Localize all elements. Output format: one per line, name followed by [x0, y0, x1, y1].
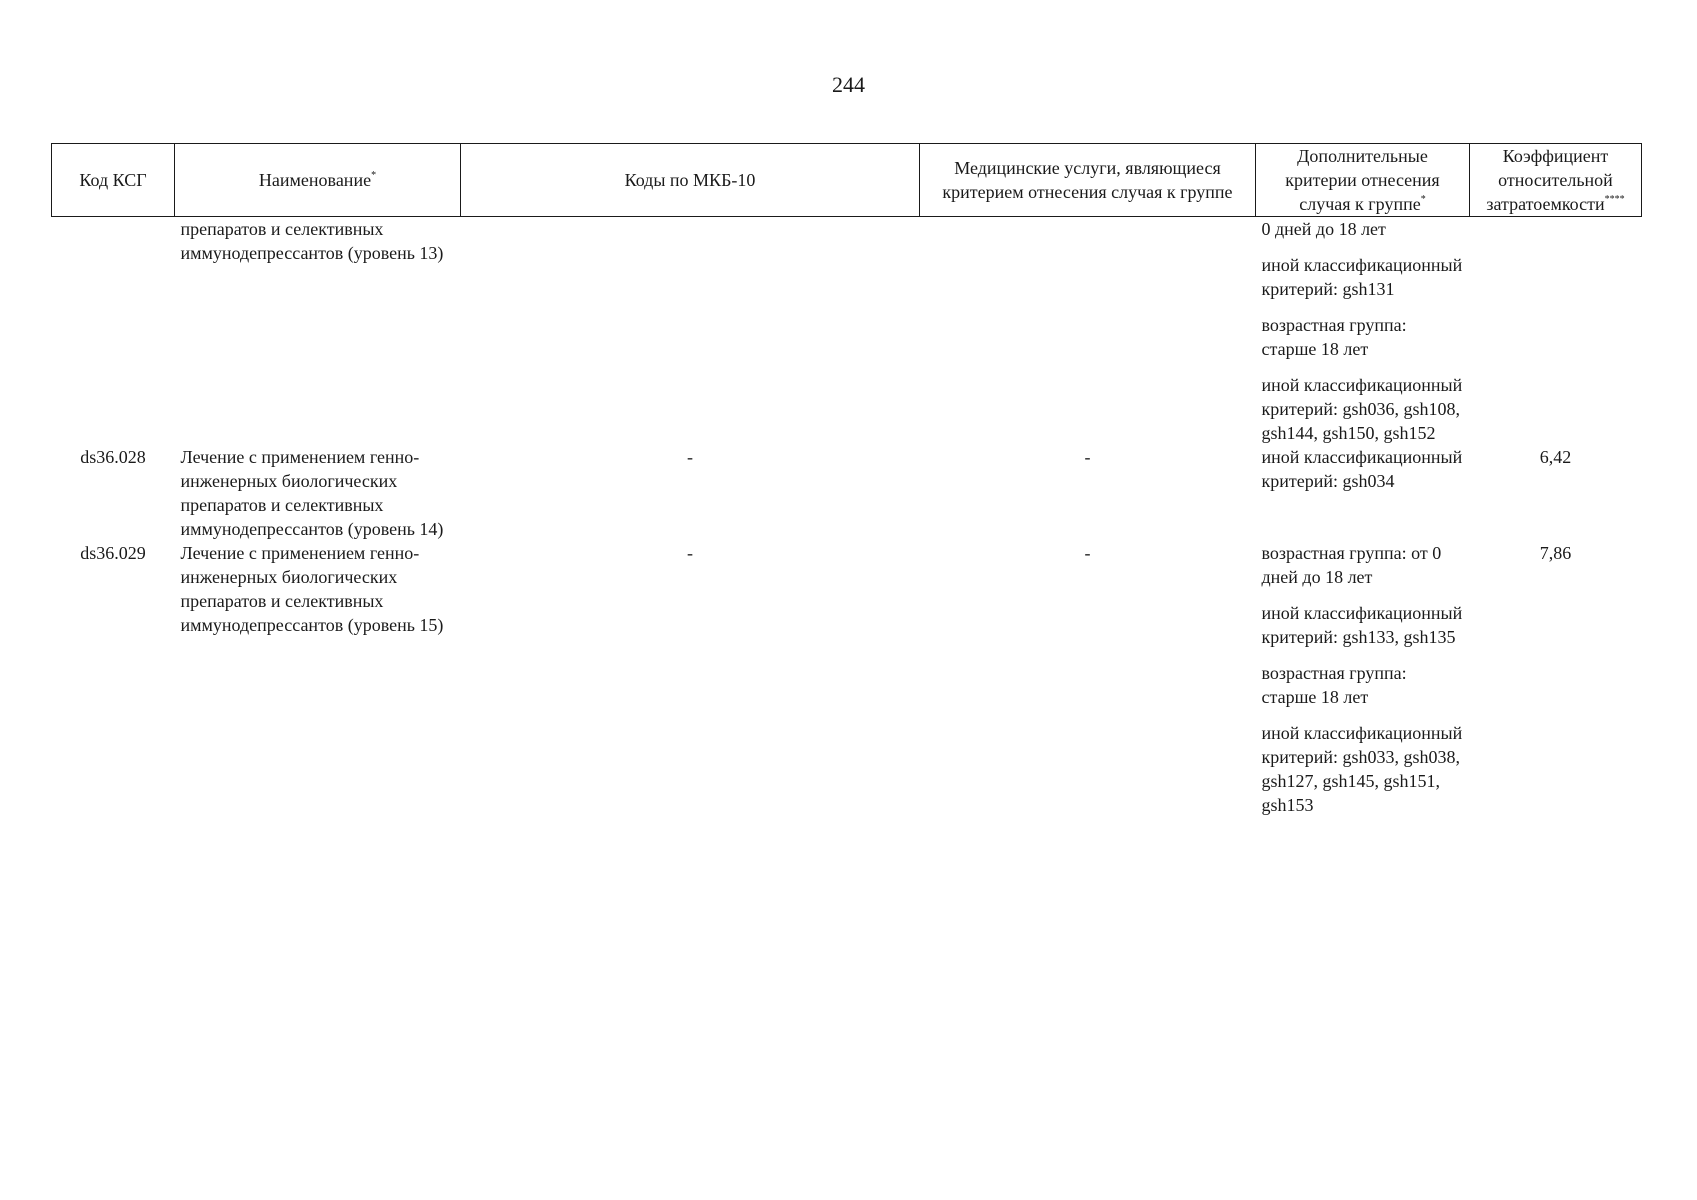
- table-header: [52, 144, 1642, 217]
- cell-mkb: [461, 217, 920, 446]
- header-name: Наименование*: [175, 144, 461, 217]
- header-criteria: Дополнительные критерии отнесения случая к группе*: [1256, 144, 1470, 217]
- table-row: [52, 541, 1642, 817]
- header-coef: Коэффициент относительной затратоемкости****: [1470, 144, 1642, 217]
- cell-coef: 7,86: [1539, 543, 1572, 563]
- criterion: 0 дней до 18 лет: [1261, 219, 1386, 239]
- cell-criteria: [1256, 445, 1470, 541]
- table-row: [52, 217, 1642, 446]
- ksg-table: [51, 143, 1642, 817]
- criterion: иной классификационный критерий: gsh034: [1261, 447, 1463, 491]
- criterion: возрастная группа: старше 18 лет: [1261, 315, 1407, 359]
- cell-services: -: [1084, 447, 1091, 467]
- criterion: иной классификационный критерий: gsh131: [1261, 255, 1463, 299]
- cell-services: [920, 217, 1256, 446]
- cell-mkb: -: [687, 447, 693, 467]
- table-row: [52, 445, 1642, 541]
- criterion: иной классификационный критерий: gsh133, gsh135: [1261, 603, 1463, 647]
- cell-code: [52, 217, 175, 446]
- header-mkb: Коды по МКБ-10: [461, 144, 920, 217]
- cell-coef: 6,42: [1539, 447, 1572, 467]
- cell-name: Лечение с применением генно-инженерных биологических препаратов и селективных иммунодепрессантов (уровень 15): [180, 543, 444, 635]
- criterion: иной классификационный критерий: gsh036, gsh108, gsh144, gsh150, gsh152: [1261, 375, 1463, 443]
- header-code: Код КСГ: [52, 144, 175, 217]
- header-services: Медицинские услуги, являющиеся критерием отнесения случая к группе: [920, 144, 1256, 217]
- criterion: иной классификационный критерий: gsh033, gsh038, gsh127, gsh145, gsh151, gsh153: [1261, 723, 1463, 815]
- page-number: 244: [832, 72, 865, 97]
- footnote-mark: *: [371, 170, 377, 181]
- cell-name: препаратов и селективных иммунодепрессантов (уровень 13): [180, 219, 444, 263]
- criterion: возрастная группа: от 0 дней до 18 лет: [1261, 543, 1442, 587]
- cell-code: ds36.028: [80, 447, 146, 467]
- cell-criteria: [1256, 217, 1470, 446]
- cell-name: Лечение с применением генно-инженерных биологических препаратов и селективных иммунодепрессантов (уровень 14): [180, 447, 444, 539]
- cell-criteria: [1256, 541, 1470, 817]
- criterion: возрастная группа: старше 18 лет: [1261, 663, 1407, 707]
- cell-code: ds36.029: [80, 543, 146, 563]
- cell-coef: [1470, 217, 1642, 446]
- cell-services: -: [1084, 543, 1091, 563]
- cell-mkb: -: [687, 543, 693, 563]
- footnote-mark: ****: [1604, 194, 1625, 205]
- footnote-mark: *: [1420, 194, 1426, 205]
